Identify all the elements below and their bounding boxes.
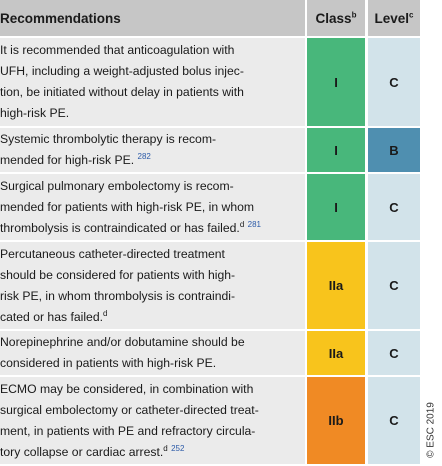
class-cell: I [305, 128, 365, 174]
recommendation-line: surgical embolectomy or catheter-directed treat- [0, 402, 259, 417]
copyright-text: © ESC 2019 [425, 402, 437, 458]
recommendation-line: It is recommended that anticoagulation with [0, 43, 235, 57]
recommendation-line: Norepinephrine and/or dobutamine should be [0, 335, 245, 349]
header-class [305, 0, 365, 38]
recommendation-line: thrombolysis is contraindicated or has failed. [0, 220, 240, 235]
recommendation-line: Systemic thrombolytic therapy is recom- [0, 132, 217, 146]
footnote-marker: d [102, 308, 108, 318]
header-level-label: Level [374, 10, 410, 26]
table-row [0, 128, 420, 174]
recommendation-line: ment, in patients with PE and refractory circula- [0, 423, 256, 438]
class-cell: IIa [305, 331, 365, 377]
recommendation-line: Percutaneous catheter-directed treatment [0, 246, 225, 261]
copyright-watermark [424, 402, 438, 458]
recommendation-line: cated or has failed. [0, 309, 103, 324]
level-cell: C [365, 377, 420, 466]
table-header-row [0, 0, 420, 38]
class-cell: IIa [305, 242, 365, 331]
table-row [0, 377, 420, 466]
recommendation-text [0, 331, 305, 377]
recommendation-text [0, 174, 305, 242]
recommendation-line: tion, be initiated without delay in patients with [0, 85, 244, 99]
recommendation-line: should be considered for patients with high- [0, 267, 236, 282]
table-row [0, 331, 420, 377]
footnote-marker: d [163, 443, 168, 453]
recommendation-line: ECMO may be considered, in combination with [0, 381, 254, 396]
recommendation-line: UFH, including a weight-adjusted bolus injec- [0, 64, 244, 78]
table-row [0, 174, 420, 242]
recommendation-text [0, 242, 305, 331]
footnote-marker: d [239, 219, 245, 229]
class-cell: IIb [305, 377, 365, 466]
header-class-footnote: b [351, 10, 357, 19]
class-cell: I [305, 38, 365, 128]
recommendation-line: risk PE, in whom thrombolysis is contraindi- [0, 288, 236, 303]
class-cell: I [305, 174, 365, 242]
table-row [0, 38, 420, 128]
level-cell: C [365, 174, 420, 242]
header-class-label: Class [315, 10, 352, 26]
level-cell: C [365, 38, 420, 128]
level-cell: C [365, 242, 420, 331]
reference-number: 252 [171, 443, 185, 453]
header-level [365, 0, 420, 38]
recommendation-text [0, 38, 305, 128]
reference-number: 282 [137, 151, 151, 161]
header-recommendations: Recommendations [0, 0, 305, 38]
header-level-footnote: c [409, 10, 414, 19]
recommendation-text [0, 377, 305, 466]
recommendation-line: mended for patients with high-risk PE, in whom [0, 199, 255, 214]
level-cell: B [365, 128, 420, 174]
recommendation-line: mended for high-risk PE. [0, 153, 135, 167]
level-cell: C [365, 331, 420, 377]
recommendation-line: tory collapse or cardiac arrest. [0, 444, 164, 459]
recommendation-text [0, 128, 305, 174]
recommendation-line: Surgical pulmonary embolectomy is recom- [0, 178, 234, 193]
reference-number: 281 [247, 219, 262, 229]
recommendation-line: high-risk PE. [0, 106, 70, 120]
recommendation-line: considered in patients with high-risk PE. [0, 356, 217, 370]
table-row [0, 242, 420, 331]
